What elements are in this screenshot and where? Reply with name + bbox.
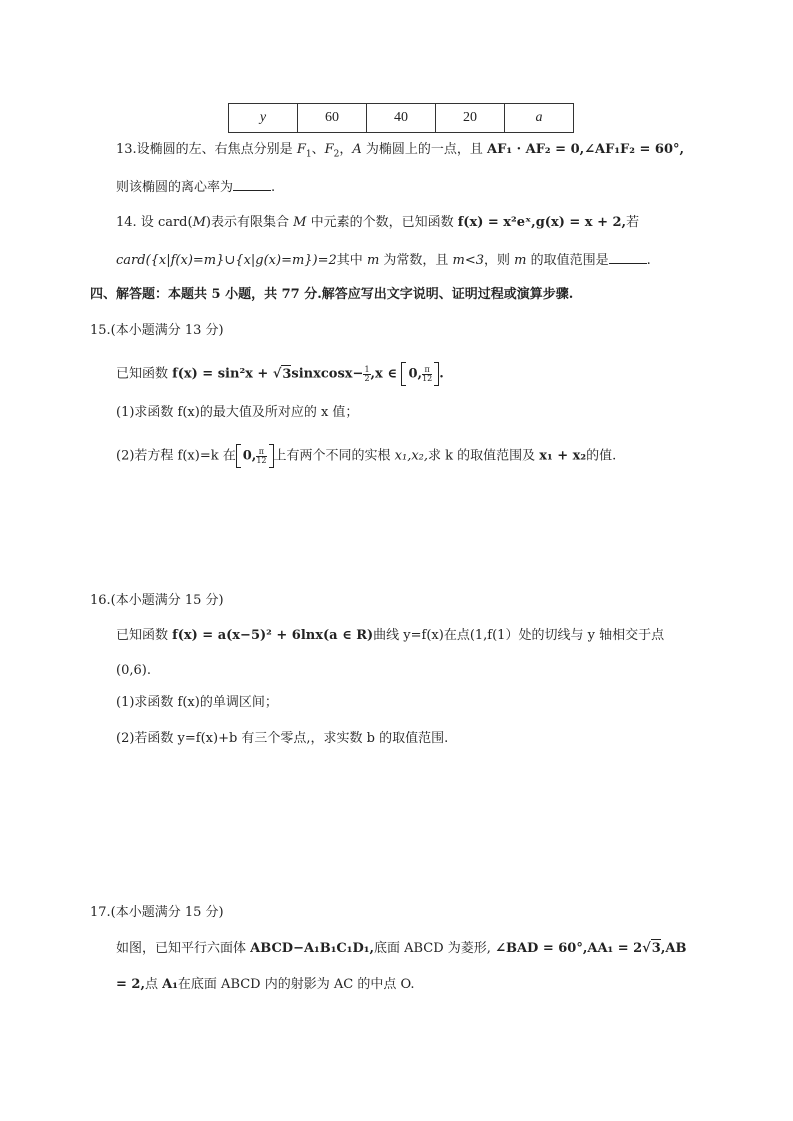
q15-intro: 已知函数 f(x) = sin²x + √3sinxcosx− $\frac{1}{2}$ ,x ∈ 0, $\frac{\pi}{12}$ . — [116, 362, 444, 386]
q15-text: 上有两个不同的实根 — [273, 448, 395, 464]
q15-func: f(x) = sin²x + — [172, 366, 273, 382]
q17-line2 — [116, 976, 415, 994]
fraction — [256, 448, 266, 465]
fraction-numerator: 1 — [364, 364, 370, 374]
q15-text: 求 k 的取值范围及 — [428, 448, 540, 464]
q14-text: 若 — [626, 215, 640, 230]
q13-text: ， — [339, 142, 353, 157]
q14-text: 14. 设 card( — [116, 215, 193, 230]
fraction — [422, 366, 432, 383]
q15-func: sinxcosx− — [291, 366, 364, 382]
q16-part1: (1)求函数 f(x)的单调区间； — [116, 695, 278, 710]
q17-condition: ,AB — [660, 941, 687, 956]
fraction — [363, 366, 370, 383]
answer-blank — [609, 251, 647, 264]
q14-card-condition: card({x|f(x)=m}∪{x|g(x)=m})=2 — [116, 253, 337, 268]
q13-period: . — [271, 180, 276, 195]
q17-condition: ∠BAD = 60°,AA₁ = 2 — [495, 941, 643, 956]
q14-text: 为常数，且 — [379, 253, 453, 268]
q17-point: A₁ — [162, 977, 178, 992]
q14-line1 — [116, 214, 639, 232]
q16-text: 已知函数 — [116, 628, 173, 643]
q17-title: 17.(本小题满分 15 分) — [90, 905, 224, 920]
q15-part1: (1)求函数 f(x)的最大值及所对应的 x 值； — [116, 405, 359, 420]
table-cell: 40 — [367, 104, 436, 133]
q17-line1: 如图，已知平行六面体 ABCD−A₁B₁C₁D₁,底面 ABCD 为菱形, ∠BAD = 60°,AA₁ = 2√3,AB — [116, 941, 687, 956]
sqrt-value: 3 — [282, 366, 292, 382]
q14-var-m: m — [366, 253, 380, 268]
q16-text: 曲线 y=f(x)在点(1,f(1）处的切线与 y 轴相交于点 — [373, 628, 665, 643]
q16-intro-line2: (0,6). — [116, 663, 151, 678]
q13-line2 — [116, 178, 275, 197]
q16-func: f(x) = a(x−5)² + 6lnx(a ∈ R) — [172, 628, 374, 643]
interval-start: 0, — [242, 448, 257, 464]
interval-start: 0, — [408, 366, 423, 382]
q15-root-sum: x₁ + x₂ — [539, 448, 587, 464]
q13-f2: F — [324, 142, 334, 157]
table-header-cell: y — [229, 104, 298, 133]
q13-sep: 、 — [311, 142, 325, 157]
q14-m-condition: m<3 — [452, 253, 485, 268]
q17-condition: = 2, — [116, 977, 145, 992]
fraction-numerator: π — [422, 366, 432, 375]
q15-period: . — [439, 366, 444, 382]
q14-text: 其中 — [336, 253, 367, 268]
q17-text: 在底面 ABCD 内的射影为 AC 的中点 O. — [177, 977, 415, 992]
answer-blank — [233, 178, 271, 191]
q13-point-a: A — [352, 142, 362, 157]
data-table — [228, 103, 574, 133]
q14-period: . — [646, 253, 651, 268]
q15-func: ,x ∈ — [370, 366, 402, 382]
q16-intro — [116, 627, 664, 645]
q17-text: 如图，已知平行六面体 — [116, 941, 251, 956]
q15-text: 的值. — [586, 448, 617, 464]
q15-roots: x₁,x₂, — [394, 448, 429, 464]
q13-text: 为椭圆上的一点，且 — [361, 142, 488, 157]
left-bracket — [236, 444, 241, 468]
q13-f1: F — [296, 142, 306, 157]
q14-var-m: M — [293, 215, 307, 230]
table-cell: 20 — [436, 104, 505, 133]
table-cell: a — [505, 104, 574, 133]
fraction-denominator: 12 — [256, 455, 267, 465]
q13-text: 13.设椭圆的左、右焦点分别是 — [116, 142, 297, 157]
fraction-numerator: π — [256, 448, 266, 457]
table-cell: 60 — [298, 104, 367, 133]
q15-title: 15.(本小题满分 13 分) — [90, 323, 224, 338]
q14-line2 — [116, 251, 651, 270]
q16-part2: (2)若函数 y=f(x)+b 有三个零点,，求实数 b 的取值范围. — [116, 731, 449, 746]
q16-title: 16.(本小题满分 15 分) — [90, 593, 224, 608]
section-heading: 四、解答题：本题共 5 小题，共 77 分.解答应写出文字说明、证明过程或演算步骤. — [90, 287, 574, 302]
q14-var-m: M — [192, 215, 206, 230]
q17-text: 底面 ABCD 为菱形, — [373, 941, 496, 956]
q13-f2-sub: 2 — [333, 149, 340, 160]
fraction-denominator: 12 — [422, 373, 433, 383]
q17-text: 点 — [145, 977, 163, 992]
q13-condition: AF₁ · AF₂ = 0,∠AF₁F₂ = 60°, — [487, 142, 685, 157]
q14-functions: f(x) = x²eˣ,g(x) = x + 2, — [457, 215, 627, 230]
q14-text: )表示有限集合 — [205, 215, 294, 230]
q14-text: ，则 — [484, 253, 515, 268]
q13-line1 — [116, 141, 684, 164]
q13-f1-sub: 1 — [305, 149, 312, 160]
q15-text: (2)若方程 f(x)=k 在 — [116, 448, 236, 464]
q14-var-m: m — [514, 253, 527, 268]
table-row — [229, 104, 574, 133]
q14-text: 中元素的个数，已知函数 — [306, 215, 458, 230]
q14-text: 的取值范围是 — [526, 253, 609, 268]
q13-question: 则该椭圆的离心率为 — [116, 180, 234, 195]
q15-part2 — [116, 444, 616, 468]
q15-text: 已知函数 — [116, 366, 173, 382]
sqrt-value: 3 — [651, 941, 661, 956]
left-bracket — [401, 362, 406, 386]
fraction-denominator: 2 — [364, 373, 370, 383]
q17-solid: ABCD−A₁B₁C₁D₁, — [250, 941, 374, 956]
